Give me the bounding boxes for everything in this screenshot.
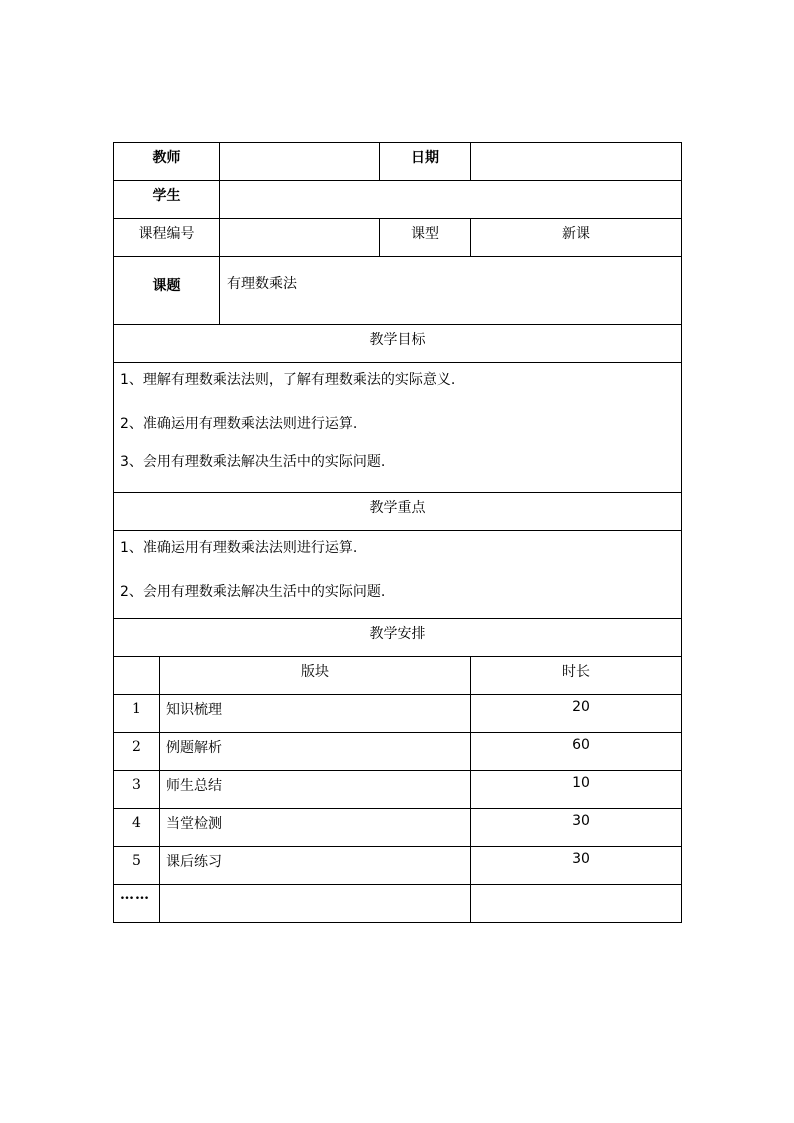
row-duration <box>471 695 682 733</box>
row-duration <box>471 847 682 885</box>
keypoints-heading: 教学重点 <box>114 493 682 531</box>
row-topic <box>114 257 682 325</box>
row-number: 1 <box>114 695 160 733</box>
row-section-empty <box>160 885 471 923</box>
row-duration-value: 60 <box>572 737 590 753</box>
course-number-value[interactable] <box>220 219 380 257</box>
lesson-plan-table <box>113 142 682 923</box>
teacher-value[interactable] <box>220 143 380 181</box>
course-number-label: 课程编号 <box>114 219 220 257</box>
table-row <box>114 695 682 733</box>
row-student <box>114 181 682 219</box>
row-objectives <box>114 363 682 493</box>
row-number: 2 <box>114 733 160 771</box>
row-section: 课后练习 <box>160 847 471 885</box>
student-value[interactable] <box>220 181 682 219</box>
objective-item: 1、理解有理数乘法法则，了解有理数乘法的实际意义. <box>120 372 456 388</box>
row-duration-empty <box>471 885 682 923</box>
course-type-label: 课型 <box>380 219 471 257</box>
row-duration-value: 20 <box>572 699 590 715</box>
teacher-label: 教师 <box>114 143 220 181</box>
topic-label: 课题 <box>114 257 220 325</box>
row-more: …… <box>114 885 160 923</box>
row-schedule-heading <box>114 619 682 657</box>
table-row <box>114 847 682 885</box>
objective-item: 3、会用有理数乘法解决生活中的实际问题. <box>120 454 386 470</box>
topic-value: 有理数乘法 <box>220 257 682 325</box>
objectives-list <box>114 363 682 493</box>
row-number: 5 <box>114 847 160 885</box>
table-row <box>114 809 682 847</box>
row-teacher-date <box>114 143 682 181</box>
schedule-duration-header: 时长 <box>471 657 682 695</box>
date-label: 日期 <box>380 143 471 181</box>
row-duration-value: 10 <box>572 775 590 791</box>
row-duration <box>471 809 682 847</box>
table-row <box>114 885 682 923</box>
student-label: 学生 <box>114 181 220 219</box>
keypoints-list <box>114 531 682 619</box>
row-section: 师生总结 <box>160 771 471 809</box>
schedule-heading: 教学安排 <box>114 619 682 657</box>
objectives-heading: 教学目标 <box>114 325 682 363</box>
row-number: 4 <box>114 809 160 847</box>
schedule-no-header <box>114 657 160 695</box>
objective-item: 2、准确运用有理数乘法法则进行运算. <box>120 416 358 432</box>
row-section: 当堂检测 <box>160 809 471 847</box>
row-duration <box>471 771 682 809</box>
course-type-value: 新课 <box>471 219 682 257</box>
row-duration-value: 30 <box>572 813 590 829</box>
row-section: 知识梳理 <box>160 695 471 733</box>
lesson-plan-sheet <box>113 142 681 923</box>
row-section: 例题解析 <box>160 733 471 771</box>
date-value[interactable] <box>471 143 682 181</box>
table-row <box>114 771 682 809</box>
keypoint-item: 2、会用有理数乘法解决生活中的实际问题. <box>120 584 386 600</box>
row-number: 3 <box>114 771 160 809</box>
keypoint-item: 1、准确运用有理数乘法法则进行运算. <box>120 540 358 556</box>
row-course <box>114 219 682 257</box>
row-duration <box>471 733 682 771</box>
row-keypoints-heading <box>114 493 682 531</box>
table-row <box>114 733 682 771</box>
row-duration-value: 30 <box>572 851 590 867</box>
row-objectives-heading <box>114 325 682 363</box>
schedule-section-header: 版块 <box>160 657 471 695</box>
row-keypoints <box>114 531 682 619</box>
row-schedule-header <box>114 657 682 695</box>
